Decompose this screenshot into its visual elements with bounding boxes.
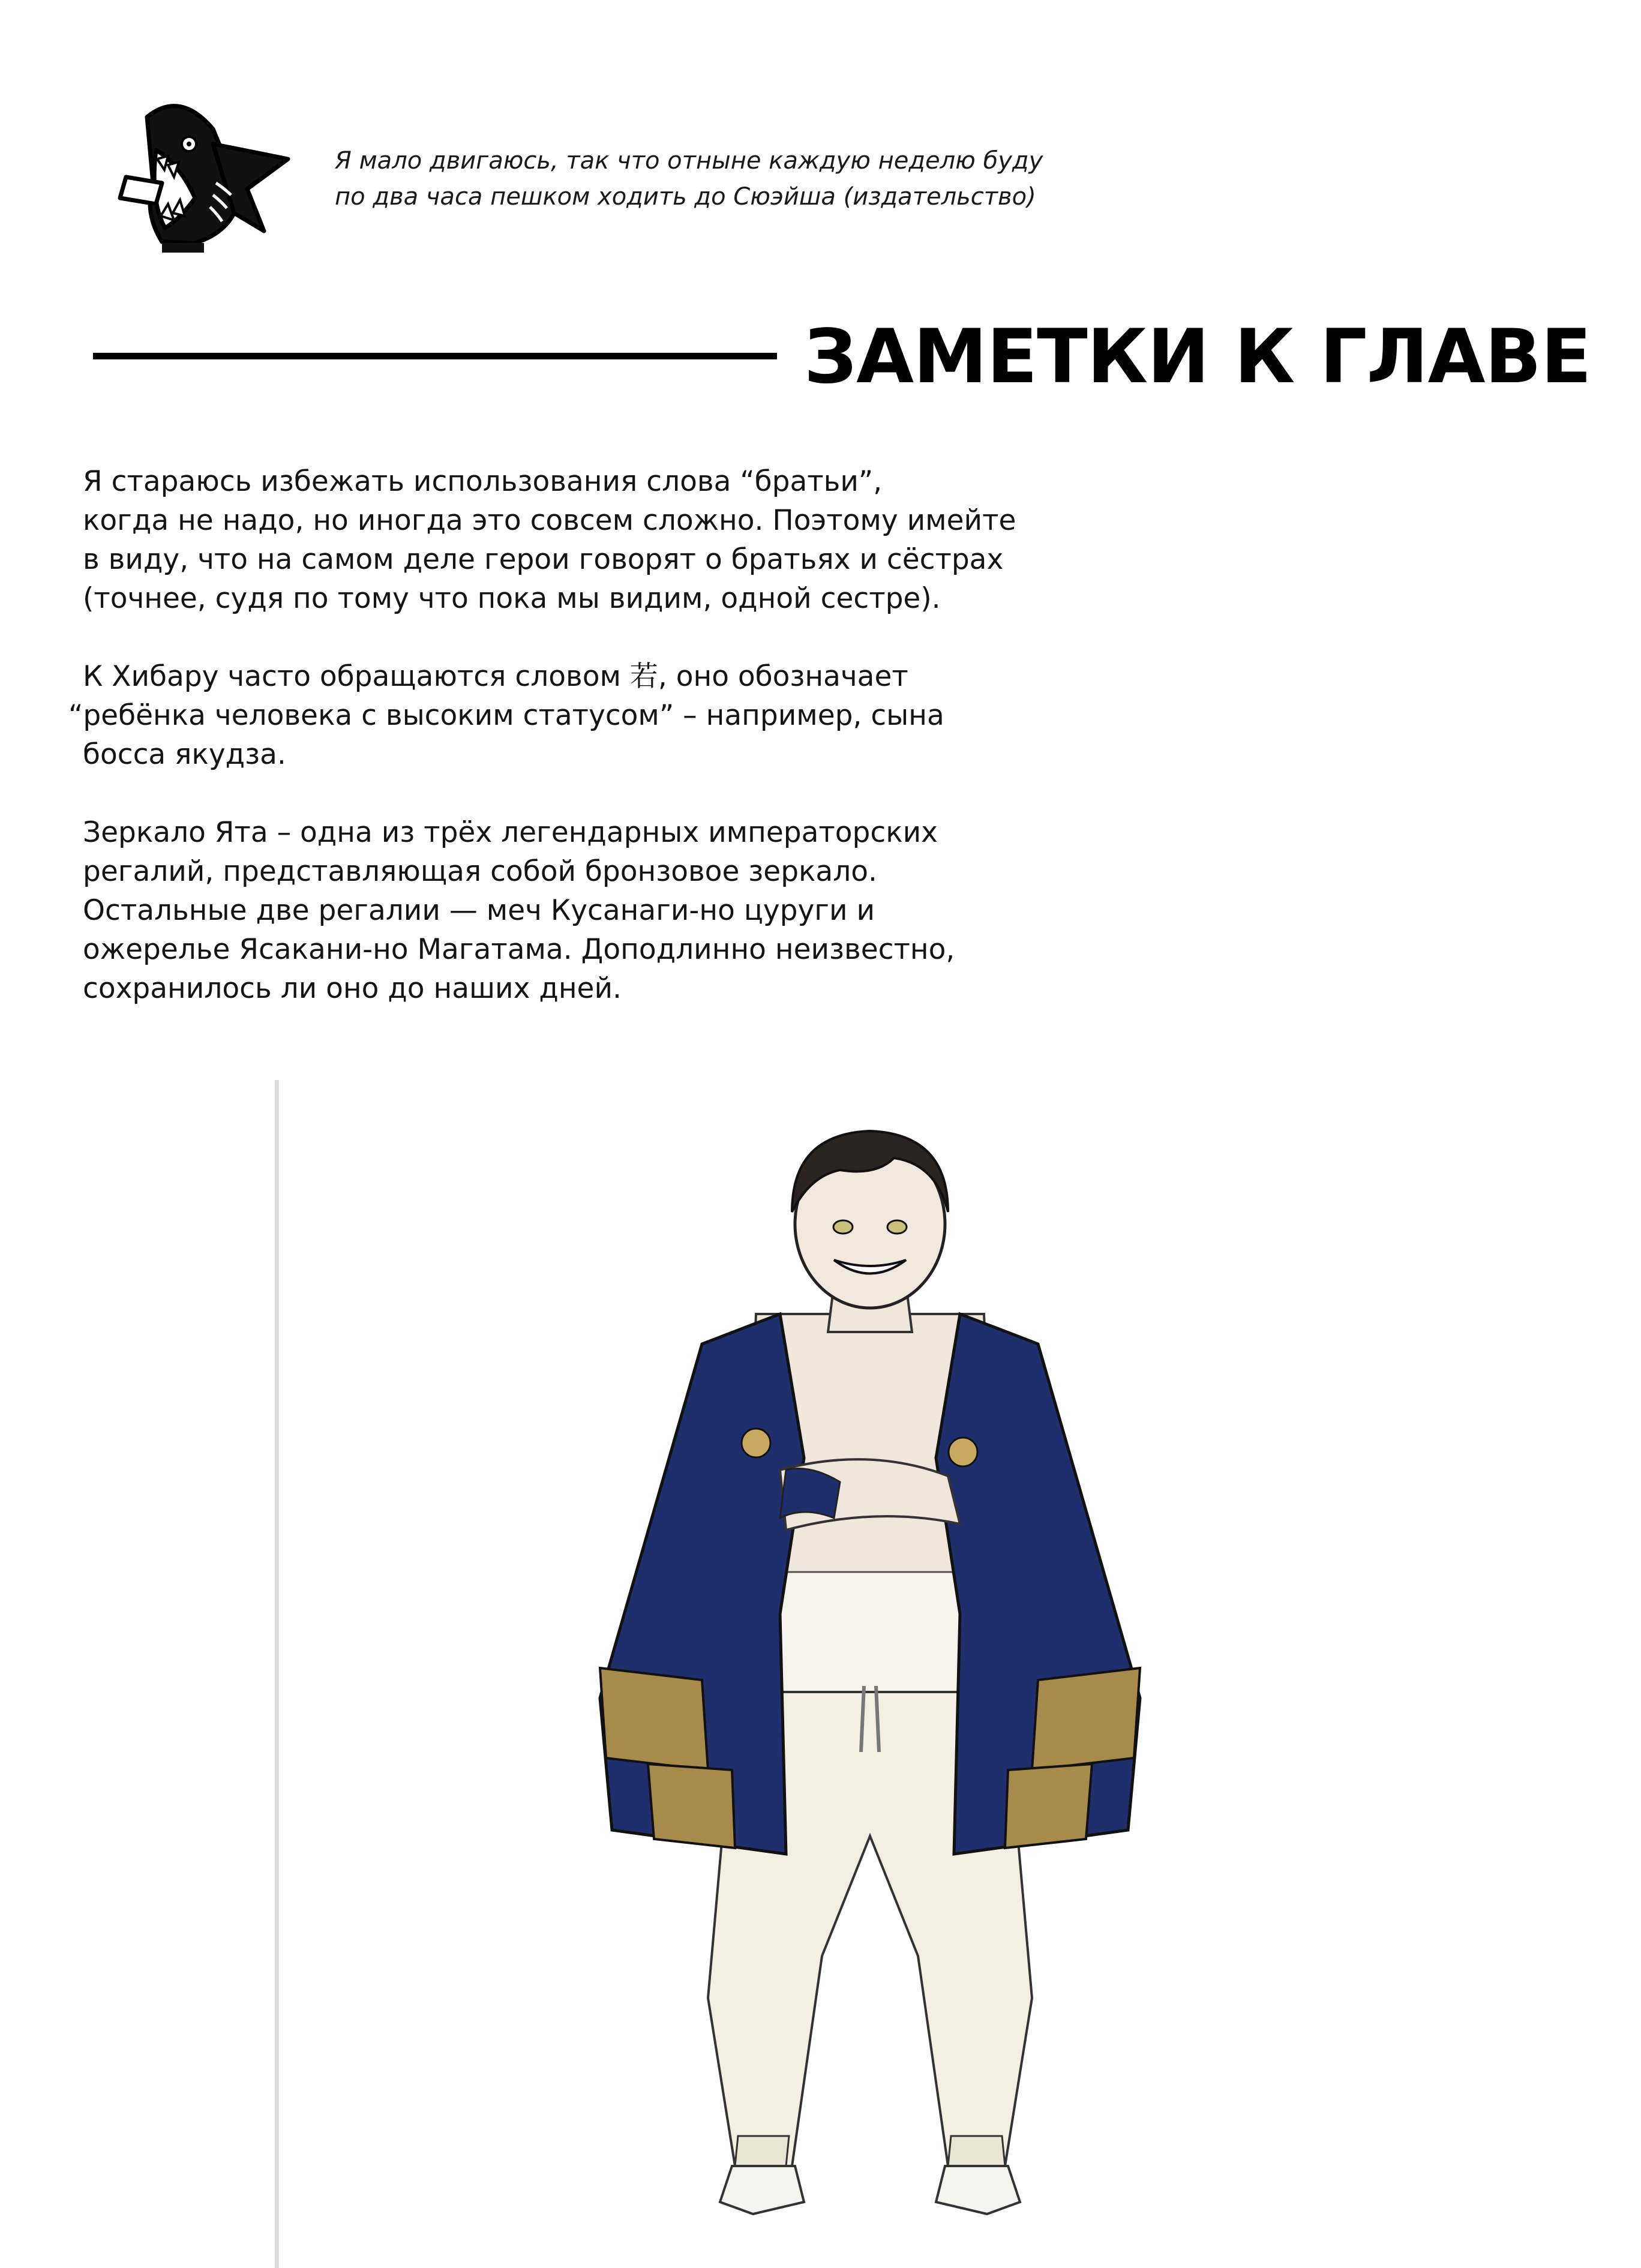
note-line: в виду, что на самом деле герои говорят о братьях и сёстрах (83, 543, 1004, 576)
note-line: К Хибару часто обращаются словом 若, оно обозначает (83, 660, 908, 693)
note-line: босса якудза. (83, 738, 286, 771)
note-line: (точнее, судя по тому что пока мы видим, одной сестре). (83, 582, 941, 615)
note-line: Зеркало Ята – одна из трёх легендарных императорских (83, 816, 938, 849)
author-comment-line: Я мало двигаюсь, так что отныне каждую неделю буду (335, 147, 1043, 175)
note-line: регалий, представляющая собой бронзовое зеркало. (83, 855, 877, 888)
image-border (275, 1080, 279, 2268)
chapter-notes (68, 462, 1163, 1047)
note-line: когда не надо, но иногда это совсем сложно. Поэтому имейте (83, 504, 1016, 537)
note-line: Я стараюсь избежать использования слова “братьи”, (83, 465, 883, 498)
section-title: ЗАМЕТКИ К ГЛАВЕ (804, 314, 1591, 400)
note-paragraph (83, 813, 1163, 1008)
character-illustration (420, 1086, 1320, 2244)
note-line: “ребёнка человека с высоким статусом” – например, сына (68, 699, 944, 732)
note-line: сохранилось ли оно до наших дней. (83, 972, 622, 1005)
section-divider (93, 353, 777, 359)
author-comment-line: по два часа пешком ходить до Сюэйша (издательство) (335, 183, 1036, 211)
note-paragraph (83, 462, 1163, 618)
note-line: ожерелье Ясакани-но Магатама. Доподлинно неизвестно, (83, 933, 955, 966)
note-paragraph (68, 657, 1163, 774)
author-comment (335, 143, 1235, 215)
shark-mascot-icon (90, 93, 306, 273)
note-line: Остальные две регалии — меч Кусанаги-но цуруги и (83, 894, 875, 927)
